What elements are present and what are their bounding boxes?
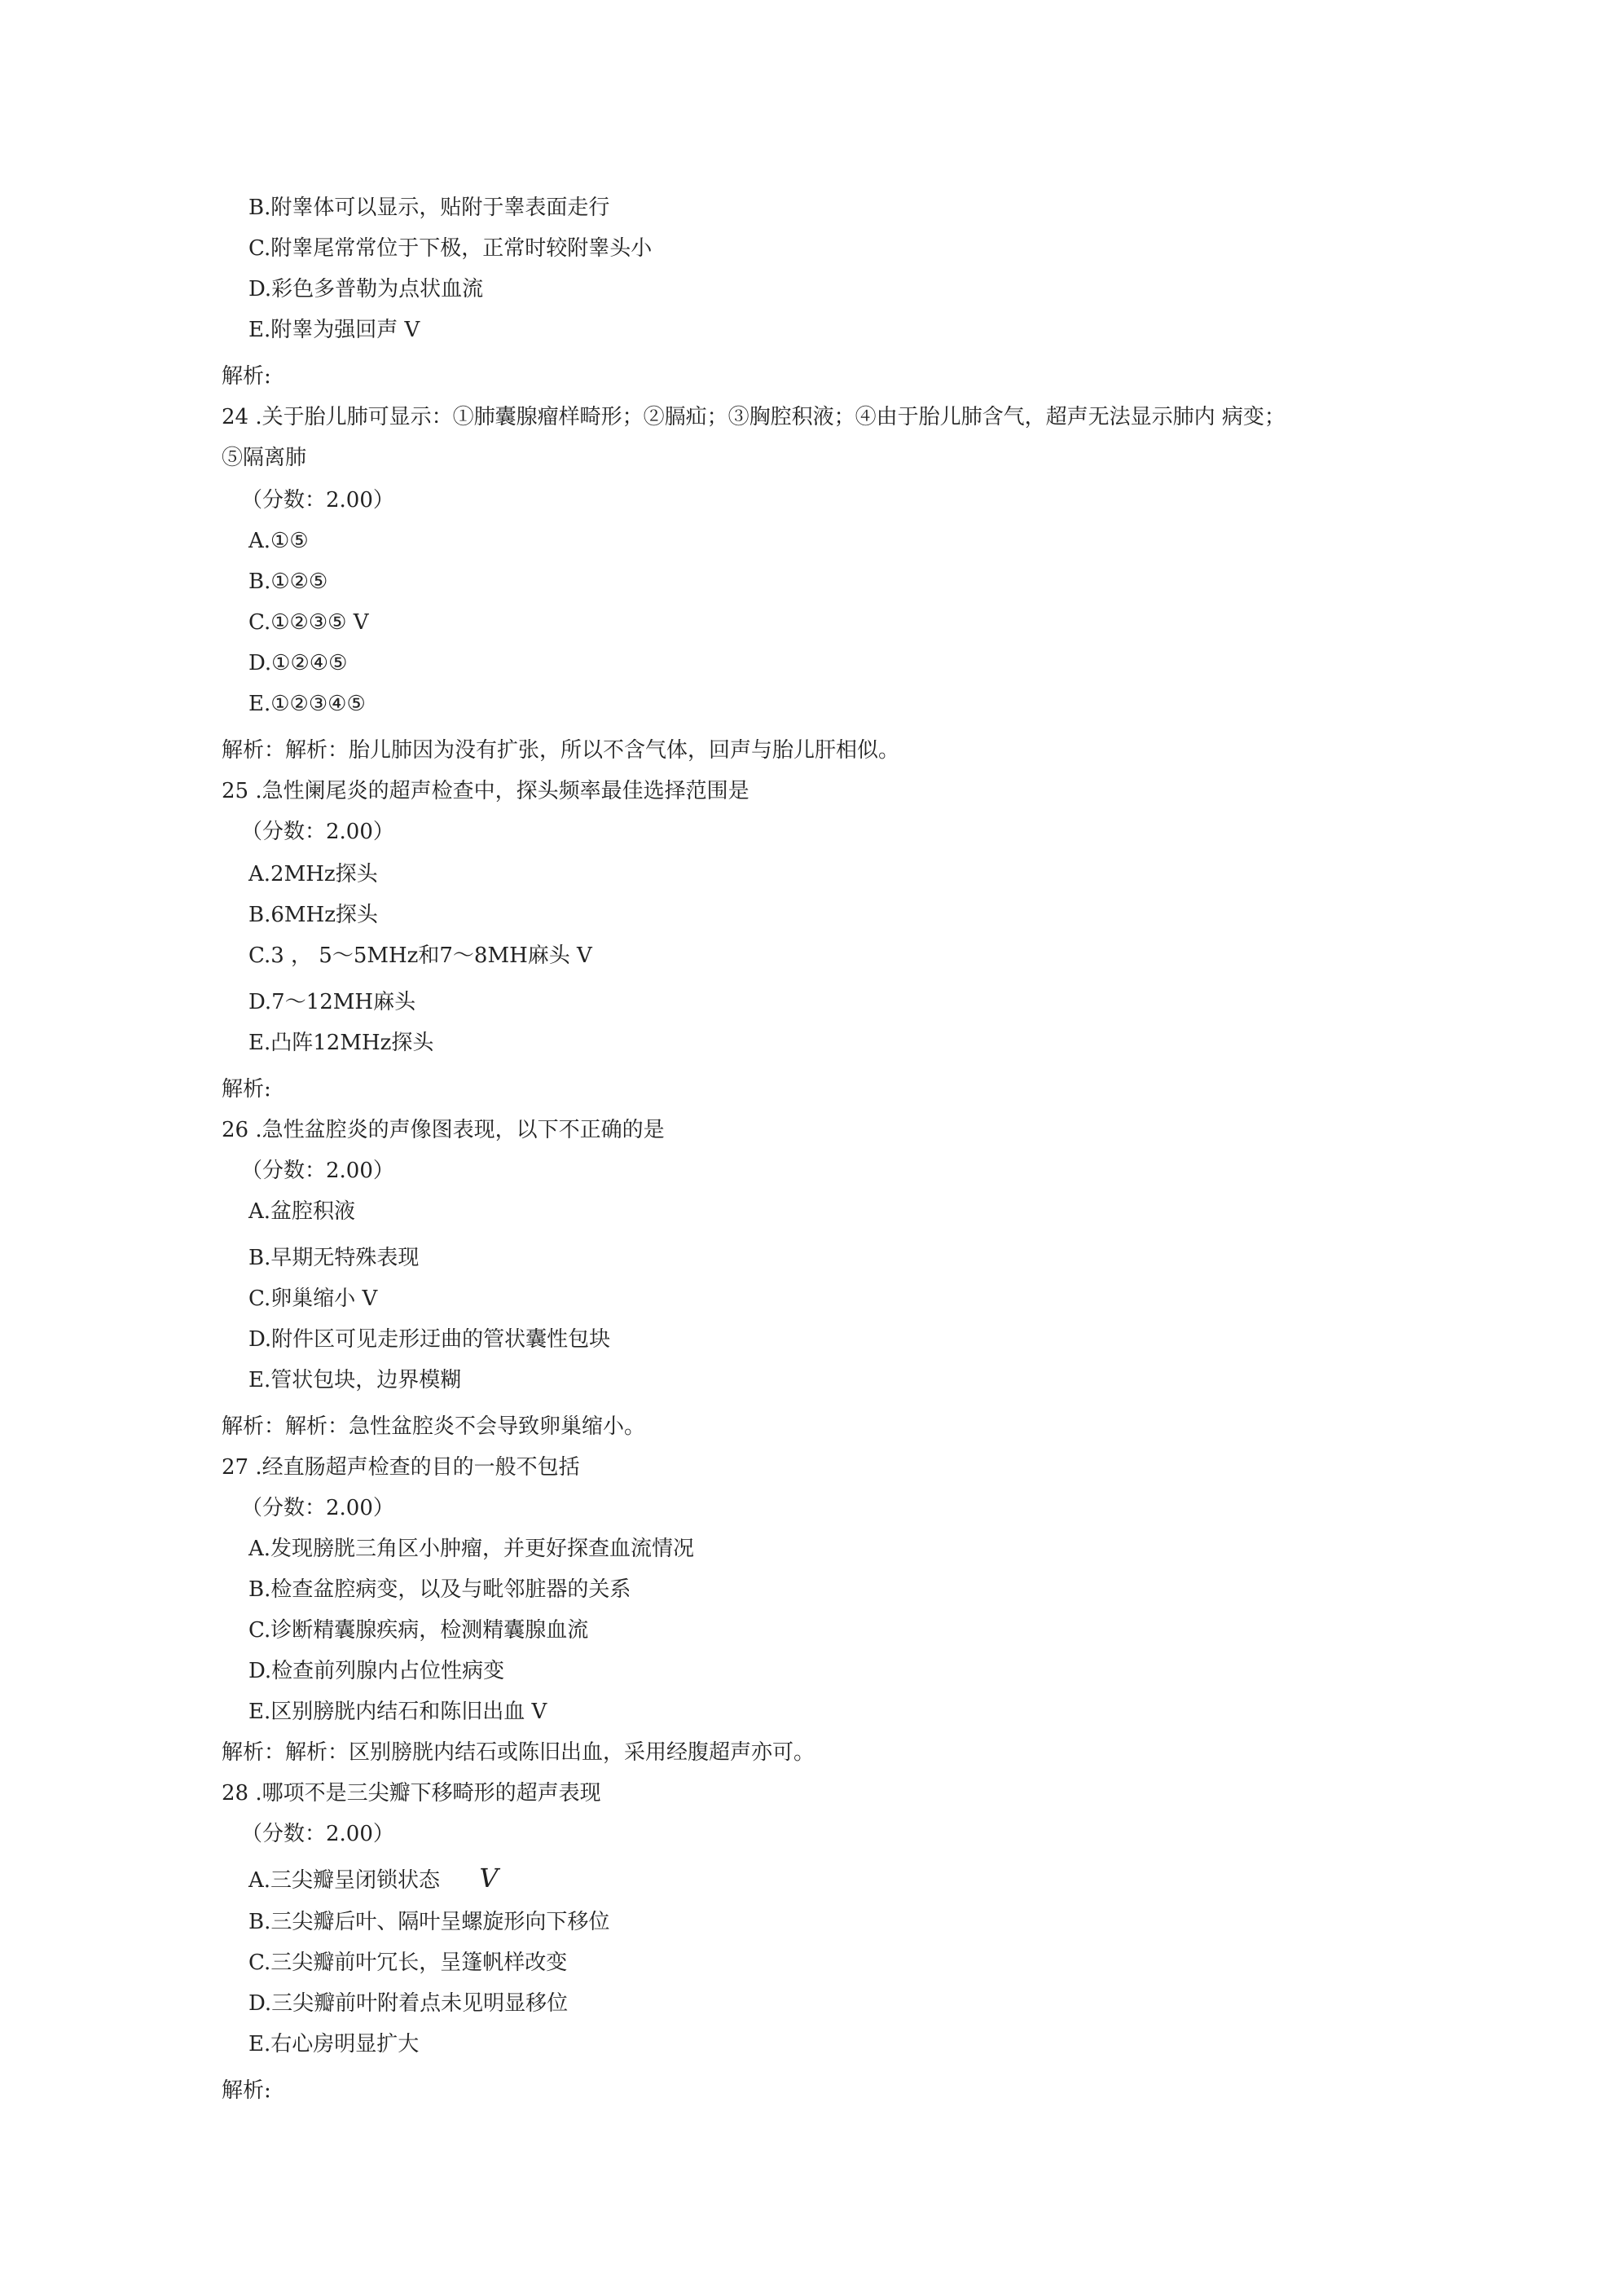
- q28-option-a: [248, 1864, 498, 1894]
- q26-option-e: E.管状包块，边界模糊: [248, 1368, 462, 1392]
- q27-stem: 27 .经直肠超声检查的目的一般不包括: [222, 1455, 580, 1480]
- q26-option-b: B.早期无特殊表现: [248, 1246, 420, 1270]
- pre-option-b: B.附睾体可以显示，贴附于睾表面走行: [248, 196, 610, 220]
- q28-option-a-text: A.三尖瓣呈闭锁状态: [248, 1868, 441, 1893]
- q27-score: （分数：2.00）: [241, 1496, 394, 1520]
- q28-score: （分数：2.00）: [241, 1822, 394, 1846]
- q27-option-e: E.区别膀胱内结石和陈旧出血 V: [248, 1700, 547, 1724]
- q26-score: （分数：2.00）: [241, 1159, 394, 1183]
- q25-score: （分数：2.00）: [241, 820, 394, 844]
- q24-option-d: D.①②④⑤: [248, 651, 348, 675]
- q25-option-e: E.凸阵12MHz探头: [248, 1031, 434, 1055]
- q28-option-d: D.三尖瓣前叶附着点未见明显移位: [248, 1991, 569, 2016]
- q26-option-a: A.盆腔积液: [248, 1199, 356, 1224]
- pre-option-c: C.附睾尾常常位于下极，正常时较附睾头小: [248, 236, 653, 261]
- pre-analysis: 解析:: [222, 364, 271, 389]
- q27-option-d: D.检查前列腺内占位性病变: [248, 1659, 505, 1683]
- q24-option-a: A.①⑤: [248, 529, 309, 553]
- q24-option-e: E.①②③④⑤: [248, 692, 366, 716]
- q24-stem: 24 .关于胎儿肺可显示：①肺囊腺瘤样畸形；②膈疝；③胸腔积液；④由于胎儿肺含气，超声无法显示肺内 病变；: [222, 405, 1286, 429]
- q25-option-a: A.2MHz探头: [248, 862, 378, 886]
- q28-option-e: E.右心房明显扩大: [248, 2032, 420, 2056]
- q25-stem: 25 .急性阑尾炎的超声检查中，探头频率最佳选择范围是: [222, 779, 749, 803]
- q24-analysis: 解析：解析：胎儿肺因为没有扩张，所以不含气体，回声与胎儿肝相似。: [222, 738, 900, 763]
- q28-analysis: 解析:: [222, 2078, 271, 2103]
- q27-option-a: A.发现膀胱三角区小肿瘤，并更好探查血流情况: [248, 1537, 695, 1561]
- q24-stem-cont: ⑤隔离肺: [222, 446, 307, 470]
- q27-analysis: 解析：解析：区别膀胱内结石或陈旧出血，采用经腹超声亦可。: [222, 1740, 815, 1765]
- q27-option-b: B.检查盆腔病变，以及与毗邻脏器的关系: [248, 1577, 631, 1602]
- q28-option-c: C.三尖瓣前叶冗长，呈篷帆样改变: [248, 1951, 568, 1975]
- q26-analysis: 解析：解析：急性盆腔炎不会导致卵巢缩小。: [222, 1414, 646, 1439]
- q28-option-b: B.三尖瓣后叶、隔叶呈螺旋形向下移位: [248, 1910, 610, 1934]
- q28-option-a-mark: V: [479, 1863, 499, 1894]
- pre-option-e: E.附睾为强回声 V: [248, 318, 420, 342]
- q25-analysis: 解析:: [222, 1077, 271, 1102]
- q26-option-d: D.附件区可见走形迂曲的管状囊性包块: [248, 1327, 611, 1352]
- q28-stem: 28 .哪项不是三尖瓣下移畸形的超声表现: [222, 1781, 601, 1806]
- q24-score: （分数：2.00）: [241, 488, 394, 512]
- pre-option-d: D.彩色多普勒为点状血流: [248, 277, 484, 301]
- q26-option-c: C.卵巢缩小 V: [248, 1287, 378, 1311]
- q26-stem: 26 .急性盆腔炎的声像图表现，以下不正确的是: [222, 1118, 665, 1142]
- q27-option-c: C.诊断精囊腺疾病，检测精囊腺血流: [248, 1618, 589, 1643]
- q25-option-b: B.6MHz探头: [248, 903, 378, 927]
- q25-option-d: D.7〜12MH麻头: [248, 990, 416, 1014]
- q24-option-c: C.①②③⑤ V: [248, 610, 369, 635]
- q24-option-b: B.①②⑤: [248, 570, 328, 594]
- q25-option-c: C.3 ， 5〜5MHz和7〜8MH麻头 V: [248, 943, 592, 968]
